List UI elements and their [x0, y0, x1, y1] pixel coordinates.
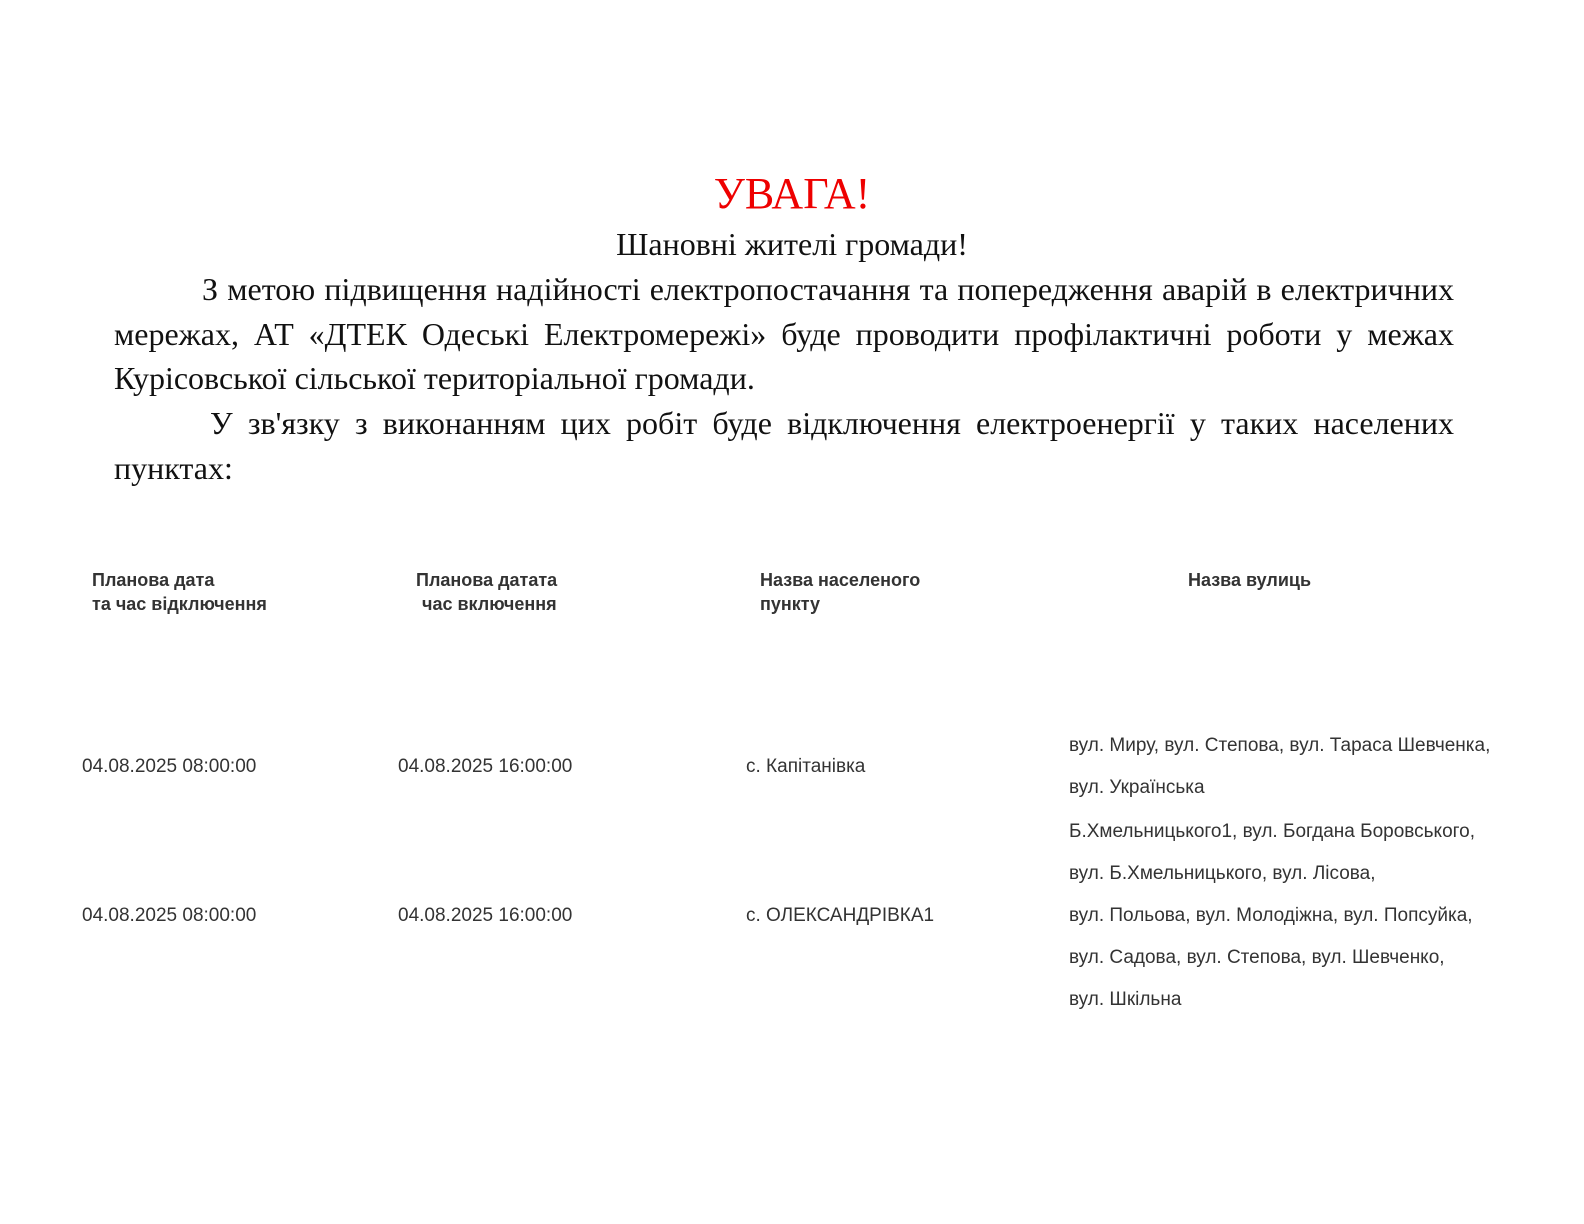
- header-settlement-line2: пункту: [760, 594, 821, 614]
- header-off-time-line1: Планова дата: [92, 570, 215, 590]
- notice-paragraph-2: У зв'язку з виконанням цих робіт буде відключення електроенергії у таких населених пунктах:: [114, 405, 1454, 486]
- header-on-time-line1: Планова датата: [416, 570, 558, 590]
- cell-off-time: 04.08.2025 08:00:00: [82, 905, 257, 926]
- street-line: вул. Польова, вул. Молодіжна, вул. Попсуйка,: [1069, 905, 1473, 926]
- street-line: вул. Шкільна: [1069, 989, 1182, 1010]
- cell-on-time: 04.08.2025 16:00:00: [398, 756, 573, 777]
- street-line: вул. Б.Хмельницького, вул. Лісова,: [1069, 863, 1376, 884]
- cell-streets: [1069, 725, 1490, 809]
- header-off-time-line2: та час відключення: [92, 594, 267, 614]
- header-off-time: [92, 568, 267, 616]
- street-line: вул. Миру, вул. Степова, вул. Тараса Шевченка,: [1069, 735, 1491, 756]
- cell-on-time: 04.08.2025 16:00:00: [398, 905, 573, 926]
- notice-greeting: Шановні жителі громади!: [616, 226, 968, 262]
- header-streets-line1: Назва вулиць: [1188, 570, 1312, 590]
- notice-title: УВАГА!: [713, 169, 871, 218]
- cell-streets: [1069, 811, 1475, 1021]
- street-line: вул. Українська: [1069, 777, 1205, 798]
- header-streets: [1188, 568, 1311, 592]
- cell-settlement: с. Капітанівка: [746, 756, 866, 777]
- notice-paragraph-1: З метою підвищення надійності електропостачання та попередження аварій в електричних мережах, АТ «ДТЕК Одеські Електромережі» буде проводити профілактичні роботи у межах Курісовської сільської територіальної громади.: [114, 271, 1454, 396]
- header-settlement: [760, 568, 920, 616]
- cell-settlement: с. ОЛЕКСАНДРІВКА1: [746, 905, 935, 926]
- header-settlement-line1: Назва населеного: [760, 570, 921, 590]
- header-on-time: [416, 568, 557, 616]
- street-line: вул. Садова, вул. Степова, вул. Шевченко,: [1069, 947, 1445, 968]
- street-line: Б.Хмельницького1, вул. Богдана Боровського,: [1069, 821, 1475, 842]
- header-on-time-line2: час включення: [422, 594, 557, 614]
- cell-off-time: 04.08.2025 08:00:00: [82, 756, 257, 777]
